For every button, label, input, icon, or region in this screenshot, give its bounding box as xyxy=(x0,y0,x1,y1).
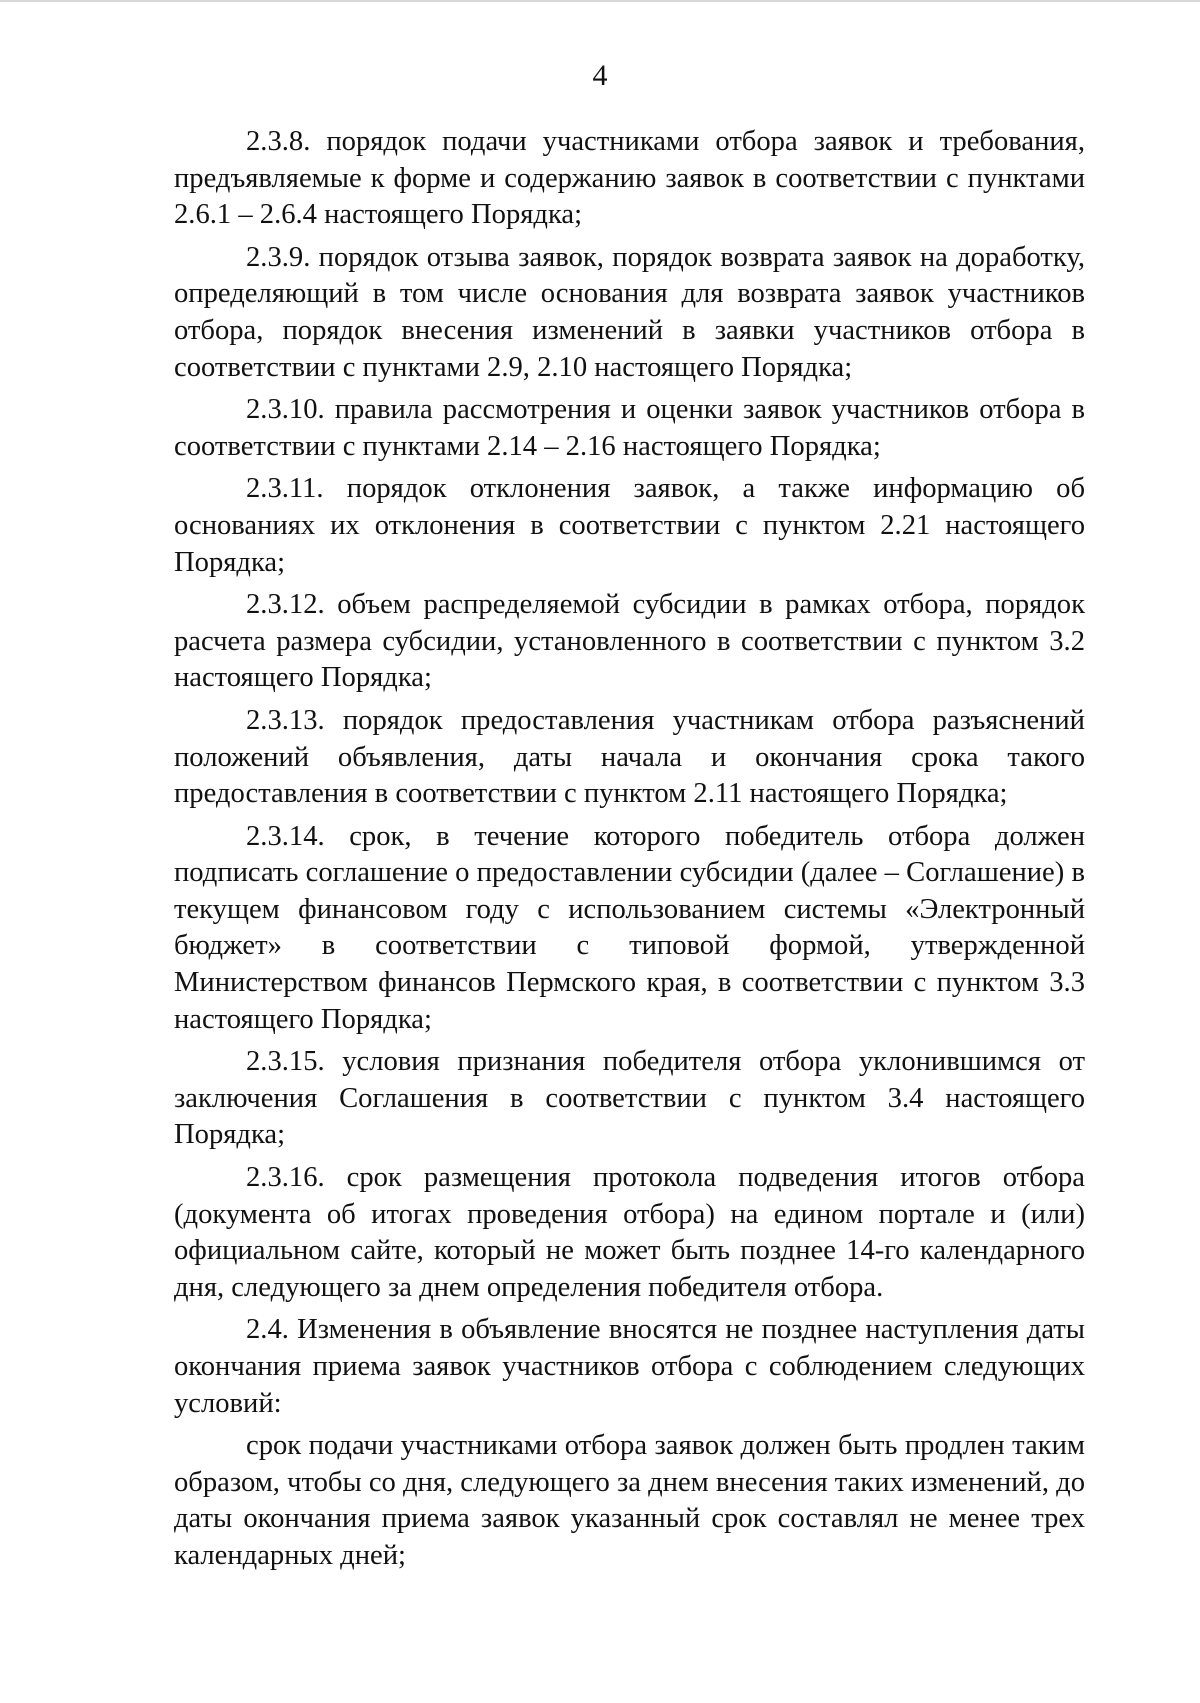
paragraph-2-3-15: 2.3.15. условия признания победителя отбора уклонившимся от заключения Соглашения в соответствии с пунктом 3.4 настоящего Порядка; xyxy=(174,1046,1085,1151)
paragraph-2-3-10: 2.3.10. правила рассмотрения и оценки заявок участников отбора в соответствии с пунктами 2.14 – 2.16 настоящего Порядка; xyxy=(174,394,1085,462)
paragraph-2-4: 2.4. Изменения в объявление вносятся не позднее наступления даты окончания приема заявок участников отбора с соблюдением следующих условий: xyxy=(174,1314,1085,1419)
scan-edge xyxy=(0,0,1200,2)
paragraph-2-3-8: 2.3.8. порядок подачи участниками отбора заявок и требования, предъявляемые к форме и содержанию заявок в соответствии с пунктами 2.6.1 – 2.6.4 настоящего Порядка; xyxy=(174,126,1085,231)
document-body xyxy=(174,124,1085,1581)
paragraph-2-3-14: 2.3.14. срок, в течение которого победитель отбора должен подписать соглашение о предоставлении субсидии (далее – Соглашение) в текущем финансовом году с использованием системы «Электронный бюджет» в соответствии с типовой формой, утвержденной Министерством финансов Пермского края, в соответствии с пунктом 3.3 настоящего Порядка; xyxy=(174,820,1085,1035)
paragraph-2-3-11: 2.3.11. порядок отклонения заявок, а также информацию об основаниях их отклонения в соответствии с пунктом 2.21 настоящего Порядка; xyxy=(174,473,1085,578)
paragraph-2-4-condition: срок подачи участниками отбора заявок должен быть продлен таким образом, чтобы со дня, следующего за днем внесения таких изменений, до даты окончания приема заявок указанный срок составлял не менее трех календарных дней; xyxy=(174,1430,1085,1571)
page-number: 4 xyxy=(592,59,608,92)
paragraph-2-3-16: 2.3.16. срок размещения протокола подведения итогов отбора (документа об итогах проведения отбора) на едином портале и (или) официальном сайте, который не может быть позднее 14-го календарного дня, следующего за днем определения победителя отбора. xyxy=(174,1162,1085,1303)
paragraph-2-3-12: 2.3.12. объем распределяемой субсидии в рамках отбора, порядок расчета размера субсидии, установленного в соответствии с пунктом 3.2 настоящего Порядка; xyxy=(174,589,1085,694)
paragraph-2-3-13: 2.3.13. порядок предоставления участникам отбора разъяснений положений объявления, даты начала и окончания срока такого предоставления в соответствии с пунктом 2.11 настоящего Порядка; xyxy=(174,704,1085,810)
paragraph-2-3-9: 2.3.9. порядок отзыва заявок, порядок возврата заявок на доработку, определяющий в том числе основания для возврата заявок участников отбора, порядок внесения изменений в заявки участников отбора в соответствии с пунктами 2.9, 2.10 настоящего Порядка; xyxy=(174,241,1085,383)
